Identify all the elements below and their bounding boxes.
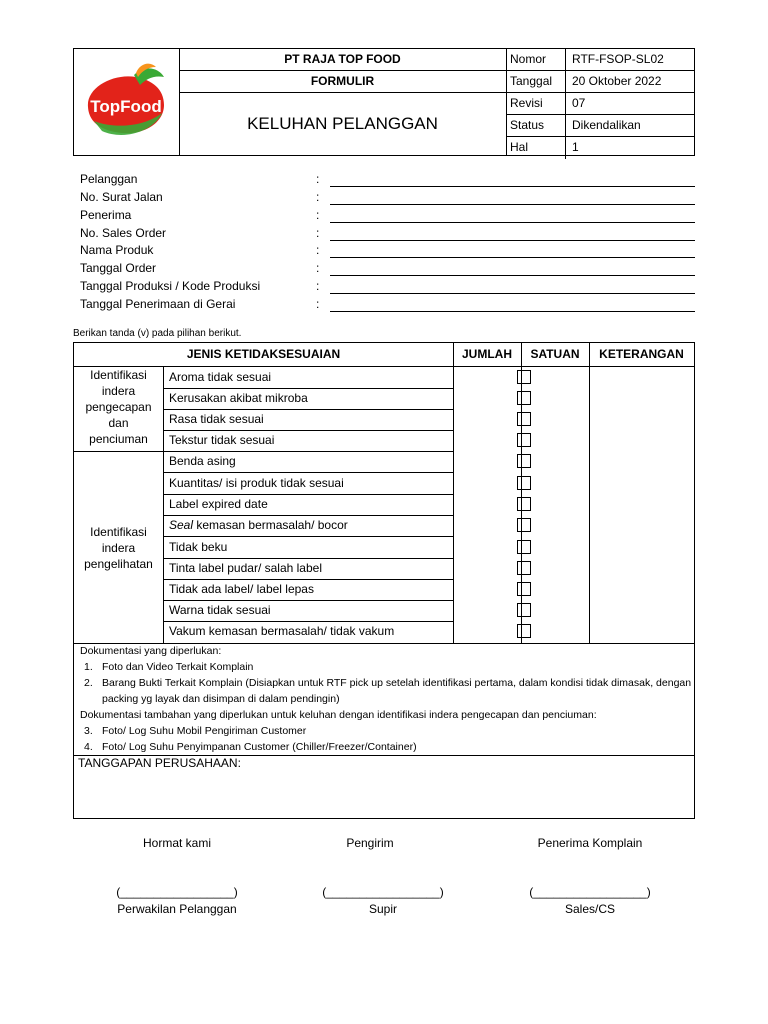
field-input-line[interactable] [330, 204, 695, 205]
category-line: Identifikasi [90, 368, 147, 382]
item-row [163, 473, 453, 494]
col-header-satuan: SATUAN [530, 347, 580, 361]
company-name: PT RAJA TOP FOOD [179, 49, 506, 71]
field-label: Pelanggan [80, 172, 138, 186]
field-input-line[interactable] [330, 240, 695, 241]
docs-num: 3. [84, 725, 93, 737]
col-divider [453, 343, 454, 643]
signature-role: Perwakilan Pelanggan [117, 902, 237, 916]
category-line: Identifikasi [90, 525, 147, 539]
item-row [163, 537, 453, 558]
svg-text:TopFood: TopFood [90, 97, 162, 116]
item-row [163, 367, 453, 388]
field-colon: : [316, 297, 320, 311]
item-row [163, 494, 453, 515]
field-colon: : [316, 208, 320, 222]
checkbox[interactable] [517, 454, 531, 468]
item-row [163, 558, 453, 579]
item-label: Benda asing [169, 454, 236, 468]
meta-key: Nomor [506, 49, 566, 70]
field-colon: : [316, 243, 320, 257]
field-label: Nama Produk [80, 243, 154, 257]
field-colon: : [316, 190, 320, 204]
docs-num: 1. [84, 661, 93, 673]
field-input-line[interactable] [330, 311, 695, 312]
item-label: kemasan bermasalah/ bocor [193, 518, 348, 532]
form-header [73, 48, 695, 156]
item-label: Kerusakan akibat mikroba [169, 391, 308, 405]
docs-item [80, 723, 692, 739]
docs-text: Barang Bukti Terkait Komplain (Disiapkan untuk RTF pick up setelah identifikasi pertama, dalam kondisi tidak dimasak, dengan [102, 677, 692, 689]
item-label: Vakum kemasan bermasalah/ tidak vakum [169, 624, 395, 638]
response-label: TANGGAPAN PERUSAHAAN: [78, 756, 241, 770]
meta-value: 07 [572, 96, 586, 110]
docs-item [80, 675, 692, 691]
item-italic-prefix: Seal [169, 518, 194, 532]
signature-role: Supir [368, 902, 397, 916]
signature-blank[interactable]: (_________________) [116, 885, 238, 899]
item-row [163, 621, 453, 642]
item-label: Kuantitas/ isi produk tidak sesuai [169, 476, 344, 490]
logo-cell [74, 49, 180, 155]
docs-item [80, 659, 692, 675]
item-row [163, 451, 453, 472]
docs-num: 2. [84, 677, 93, 689]
col-divider [589, 343, 590, 643]
nonconformity-table [73, 342, 695, 819]
signature-blank[interactable]: (_________________) [322, 885, 444, 899]
item-row [163, 579, 453, 600]
item-label: Tidak ada label/ label lepas [169, 582, 314, 596]
checkbox[interactable] [517, 433, 531, 447]
item-row [163, 515, 453, 536]
meta-value: RTF-FSOP-SL02 [572, 52, 664, 66]
category-line: penciuman [89, 432, 148, 446]
docs-text-cont: packing yg layak dan disimpan di dalam pendingin) [102, 693, 340, 705]
checkbox[interactable] [517, 561, 531, 575]
item-label: Warna tidak sesuai [169, 603, 271, 617]
checkbox[interactable] [517, 582, 531, 596]
field-input-line[interactable] [330, 257, 695, 258]
col-header-keterangan: KETERANGAN [599, 347, 684, 361]
field-input-line[interactable] [330, 186, 695, 187]
checkbox[interactable] [517, 391, 531, 405]
signature-heading: Penerima Komplain [537, 836, 643, 850]
col-header-jenis: JENIS KETIDAKSESUAIAN [186, 347, 341, 361]
checkbox[interactable] [517, 518, 531, 532]
checkbox[interactable] [517, 540, 531, 554]
item-row [163, 388, 453, 409]
item-row [163, 600, 453, 621]
checkbox[interactable] [517, 476, 531, 490]
instruction-text: Berikan tanda (v) pada pilihan berikut. [73, 328, 242, 339]
item-label: Aroma tidak sesuai [169, 370, 272, 384]
meta-value: Dikendalikan [572, 118, 641, 132]
field-colon: : [316, 172, 320, 186]
docs-item [80, 739, 692, 755]
docs-intro: Dokumentasi yang diperlukan: [80, 645, 222, 657]
meta-key: Hal [506, 137, 566, 159]
category-line: pengecapan [85, 400, 152, 414]
checkbox[interactable] [517, 624, 531, 638]
field-colon: : [316, 279, 320, 293]
item-row [163, 430, 453, 451]
field-colon: : [316, 261, 320, 275]
category-line: dan [108, 416, 129, 430]
field-input-line[interactable] [330, 293, 695, 294]
checkbox[interactable] [517, 370, 531, 384]
form-type: FORMULIR [179, 71, 506, 93]
field-label: Penerima [80, 208, 132, 222]
checkbox[interactable] [517, 412, 531, 426]
docs-intro-2: Dokumentasi tambahan yang diperlukan untuk keluhan dengan identifikasi indera pengecapan dan penciuman: [80, 709, 597, 721]
signature-blank[interactable]: (_________________) [529, 885, 651, 899]
col-divider [521, 343, 522, 643]
documentation-notes [80, 643, 692, 755]
document-meta [506, 49, 694, 159]
field-colon: : [316, 226, 320, 240]
signature-role: Sales/CS [564, 902, 616, 916]
category-line: indera [101, 541, 136, 555]
meta-key: Status [506, 115, 566, 136]
meta-key: Revisi [506, 93, 566, 114]
field-label: Tanggal Produksi / Kode Produksi [80, 279, 261, 293]
docs-num: 4. [84, 741, 93, 753]
category-pengelihatan [74, 524, 163, 572]
signature-heading: Pengirim [346, 836, 394, 850]
field-input-line[interactable] [330, 222, 695, 223]
item-label: Tidak beku [169, 540, 228, 554]
field-label: No. Surat Jalan [80, 190, 163, 204]
item-label: Label expired date [169, 497, 268, 511]
field-label: Tanggal Penerimaan di Gerai [80, 297, 236, 311]
category-line: indera [101, 384, 136, 398]
item-label: Rasa tidak sesuai [169, 412, 264, 426]
item-label: Tekstur tidak sesuai [169, 433, 275, 447]
checkbox[interactable] [517, 497, 531, 511]
category-line: pengelihatan [84, 557, 153, 571]
form-title: KELUHAN PELANGGAN [247, 114, 438, 133]
meta-value: 1 [572, 140, 579, 154]
topfood-logo [74, 49, 179, 155]
category-pengecapan [74, 367, 163, 447]
meta-key: Tanggal [506, 71, 566, 92]
item-row [163, 409, 453, 430]
field-label: Tanggal Order [80, 261, 157, 275]
field-label: No. Sales Order [80, 226, 167, 240]
docs-text: Foto/ Log Suhu Penyimpanan Customer (Chiller/Freezer/Container) [102, 741, 417, 753]
signature-heading: Hormat kami [142, 836, 211, 850]
col-header-jumlah: JUMLAH [462, 347, 512, 361]
meta-value: 20 Oktober 2022 [572, 74, 662, 88]
checkbox[interactable] [517, 603, 531, 617]
docs-text: Foto/ Log Suhu Mobil Pengiriman Customer [102, 725, 307, 737]
docs-text: Foto dan Video Terkait Komplain [102, 661, 254, 673]
item-label: Tinta label pudar/ salah label [169, 561, 322, 575]
field-input-line[interactable] [330, 275, 695, 276]
